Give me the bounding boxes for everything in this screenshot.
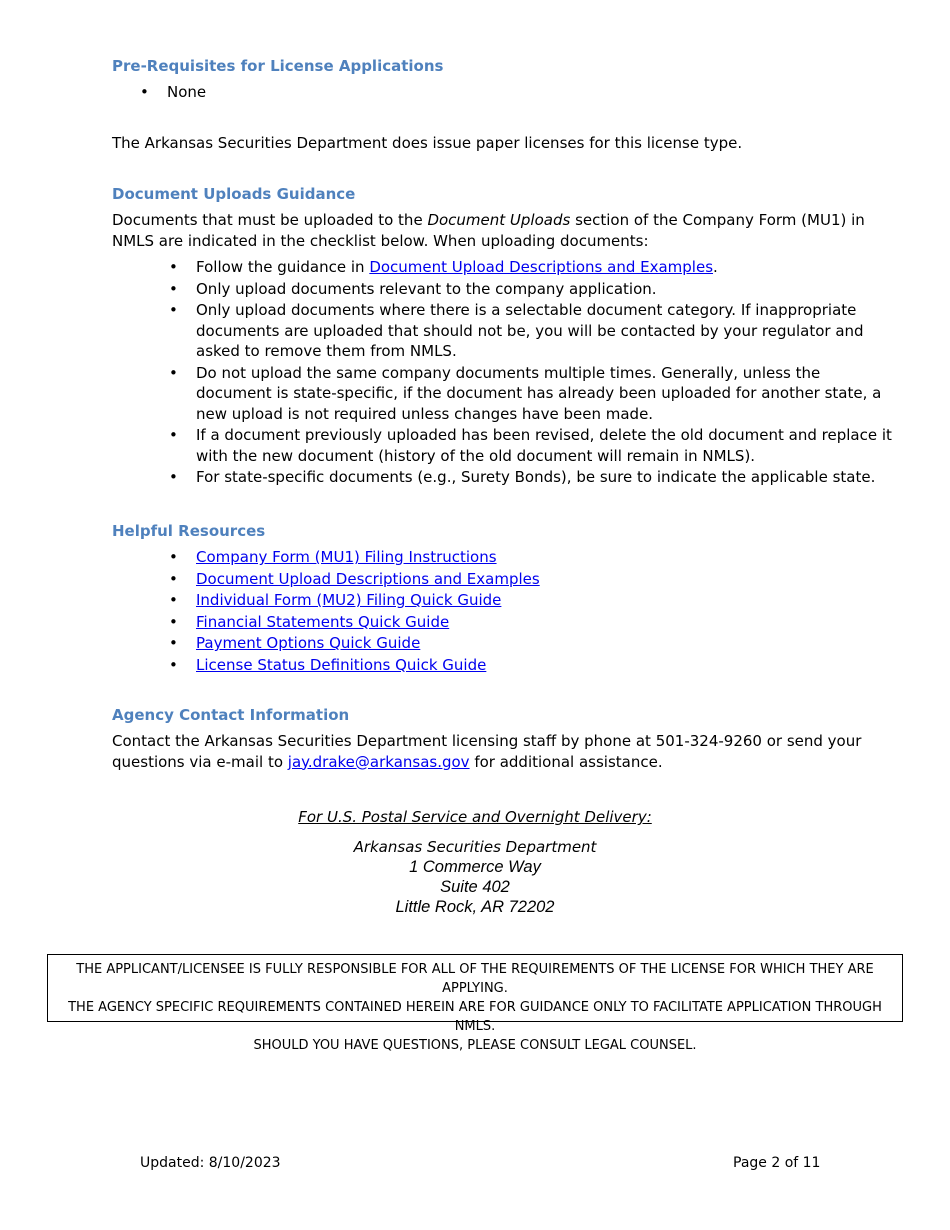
resource-list-item [169,655,896,676]
bullet-icon: • [169,612,178,631]
disclaimer-line-3: SHOULD YOU HAVE QUESTIONS, PLEASE CONSULT LEGAL COUNSEL. [253,1038,697,1053]
resource-list-item [169,547,896,568]
list-item: • None [140,83,207,101]
bullet-icon: • [169,363,178,382]
license-status-definitions-link[interactable]: License Status Definitions Quick Guide [196,655,487,674]
contact-heading: Agency Contact Information [112,706,350,724]
address-line-3: Little Rock, AR 72202 [395,898,555,916]
footer-page-number: Page 2 of 11 [733,1155,821,1171]
bullet-icon: • [169,426,178,444]
bullet-icon: • [169,569,178,588]
address-label: For U.S. Postal Service and Overnight Delivery: [298,808,652,826]
resource-list-item [169,612,896,633]
financial-statements-quick-guide-link[interactable]: Financial Statements Quick Guide [196,612,450,631]
contact-email-link[interactable]: jay.drake@arkansas.gov [287,752,470,771]
bullet-icon: • [169,468,178,486]
uploads-list [169,257,896,488]
bullet-icon: • [169,634,178,652]
mu2-filing-quick-guide-link[interactable]: Individual Form (MU2) Filing Quick Guide [196,591,502,609]
bullet-icon: • [169,301,178,319]
bullet-icon: • [140,83,149,101]
bullet-icon: • [169,591,178,609]
disclaimer-line-1: THE APPLICANT/LICENSEE IS FULLY RESPONSIBLE FOR ALL OF THE REQUIREMENTS OF THE LICENSE FOR WHICH THEY ARE APPLYING. [76,962,874,996]
list-item: • For state-specific documents (e.g., Surety Bonds), be sure to indicate the applicable state. [169,468,876,486]
disclaimer-line-2: THE AGENCY SPECIFIC REQUIREMENTS CONTAINED HEREIN ARE FOR GUIDANCE ONLY TO FACILITATE APPLICATION THROUGH NMLS. [68,1000,882,1034]
address-department: Arkansas Securities Department [353,838,597,856]
resource-list-item [169,590,896,611]
uploads-intro: Documents that must be uploaded to the Document Uploads section of the Company Form (MU1) in NMLS are indicated in the checklist below. When uploading documents: [112,211,865,250]
list-item: • Follow the guidance in Document Upload Descriptions and Examples. [169,258,718,276]
list-item: • Do not upload the same company documents multiple times. Generally, unless the document is state-specific, if the document has already been uploaded for another state, a new upload is not required unless changes have been made. [169,363,882,423]
disclaimer-box [47,954,903,1053]
footer-updated-date: Updated: 8/10/2023 [140,1155,281,1171]
list-item: • Only upload documents relevant to the company application. [169,279,657,298]
list-item: • If a document previously uploaded has been revised, delete the old document and replace it with the new document (history of the old document will remain in NMLS). [169,426,892,465]
mu1-filing-instructions-link[interactable]: Company Form (MU1) Filing Instructions [196,548,497,566]
bullet-icon: • [169,548,178,566]
bullet-icon: • [169,258,178,276]
address-line-2: Suite 402 [440,878,510,896]
resource-list-item [169,633,896,654]
list-item: • Only upload documents where there is a selectable document category. If inappropriate documents are uploaded that should not be, you will be contacted by your regulator and asked to remove them from NMLS. [169,301,864,360]
bullet-icon: • [169,279,178,298]
paper-license-text: The Arkansas Securities Department does issue paper licenses for this license type. [112,134,743,152]
document-upload-descriptions-link[interactable]: Document Upload Descriptions and Examples [196,569,540,588]
resources-list [169,547,896,676]
resources-heading: Helpful Resources [112,522,266,540]
uploads-heading: Document Uploads Guidance [112,185,356,203]
address-line-1: 1 Commerce Way [409,858,541,876]
payment-options-quick-guide-link[interactable]: Payment Options Quick Guide [196,634,421,652]
document-upload-descriptions-link[interactable]: Document Upload Descriptions and Examples [369,258,714,276]
bullet-icon: • [169,655,178,674]
prereq-heading: Pre-Requisites for License Applications [112,57,444,75]
mailing-address [0,807,950,917]
prereq-list [140,82,867,103]
contact-text: Contact the Arkansas Securities Department licensing staff by phone at 501-324-9260 or send your questions via e-mail to jay.drake@arkansas.gov for additional assistance. [112,732,862,771]
resource-list-item [169,569,896,590]
